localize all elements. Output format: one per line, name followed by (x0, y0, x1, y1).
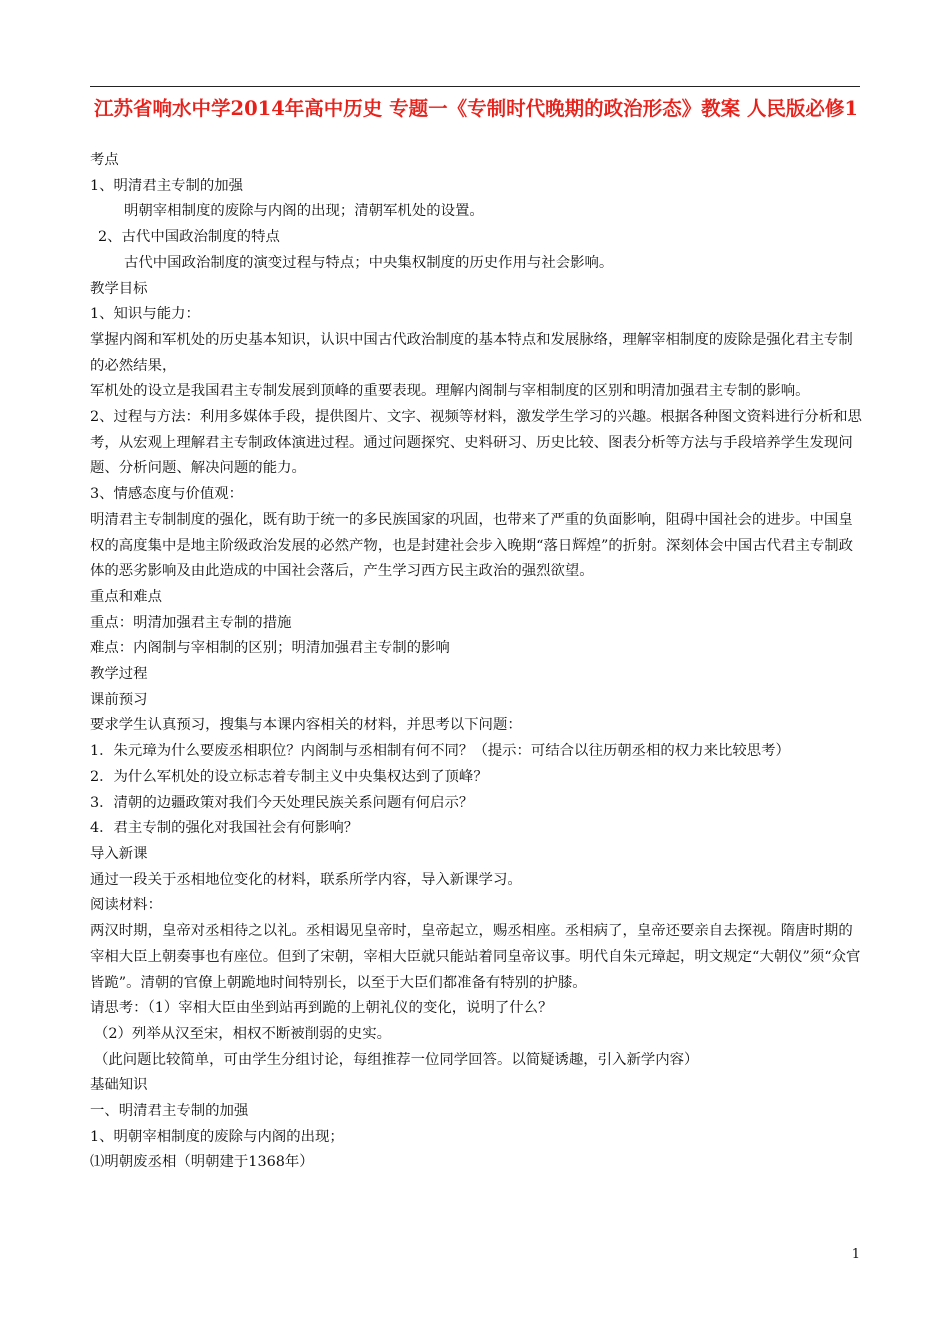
subheading: 1、明清君主专制的加强 (90, 177, 244, 194)
paragraph: ⑴明朝废丞相（明朝建于1368年） (90, 1154, 314, 1171)
paragraph: 2、过程与方法：利用多媒体手段，提供图片、文字、视频等材料，激发学生学习的兴趣。根据各种图文资料进行分析和思考，从宏观上理解君主专制政体演进过程。通过问题探究、史料研习、历史比较、图表分析等方法与手段培养学生发现问题、分析问题、解决问题的能力。 (90, 409, 862, 477)
question-item: 1．朱元璋为什么要废丞相职位？内阁制与丞相制有何不同？（提示：可结合以往历朝丞相的权力来比较思考） (90, 743, 790, 760)
paragraph: （此问题比较简单，可由学生分组讨论，每组推荐一位同学回答。以简疑诱趣，引入新学内容） (94, 1051, 699, 1068)
subheading: 3、情感态度与价值观： (90, 486, 244, 503)
question-item: （2）列举从汉至宋，相权不断被削弱的史实。 (94, 1025, 391, 1042)
subheading: 一、明清君主专制的加强 (90, 1103, 249, 1120)
paragraph: 要求学生认真预习，搜集与本课内容相关的材料，并思考以下问题： (90, 717, 522, 734)
subheading: 1、知识与能力： (90, 306, 200, 323)
paragraph: 明朝宰相制度的废除与内阁的出现；清朝军机处的设置。 (124, 203, 484, 220)
question-item: 请思考：（1）宰相大臣由坐到站再到跪的上朝礼仪的变化，说明了什么？ (90, 1000, 553, 1017)
paragraph: 重点：明清加强君主专制的措施 (90, 614, 292, 631)
subheading: 阅读材料： (90, 897, 162, 914)
reading-material: 两汉时期，皇帝对丞相待之以礼。丞相谒见皇帝时，皇帝起立，赐丞相座。丞相病了，皇帝还要亲自去探视。隋唐时期的宰相大臣上朝奏事也有座位。但到了宋朝，宰相大臣就只能站着同皇帝议事。明代自朱元璋起，明文规定“大朝仪”须“众官皆跪”。清朝的官僚上朝跪地时间特别长，以至于大臣们都准备有特别的护膝。 (90, 923, 861, 991)
paragraph: 通过一段关于丞相地位变化的材料，联系所学内容，导入新课学习。 (90, 871, 522, 888)
paragraph: 古代中国政治制度的演变过程与特点；中央集权制度的历史作用与社会影响。 (124, 254, 614, 271)
section-heading: 基础知识 (90, 1077, 148, 1094)
question-item: 2．为什么军机处的设立标志着专制主义中央集权达到了顶峰？ (90, 768, 488, 785)
page-number: 1 (851, 1247, 860, 1262)
subheading: 导入新课 (90, 845, 148, 862)
paragraph: 难点：内阁制与宰相制的区别；明清加强君主专制的影响 (90, 640, 450, 657)
document-title: 江苏省响水中学2014年高中历史 专题一《专制时代晚期的政治形态》教案 人民版必修1 (94, 97, 858, 120)
subheading: 课前预习 (90, 691, 148, 708)
section-heading: 教学目标 (90, 280, 148, 297)
subheading: 2、古代中国政治制度的特点 (98, 229, 280, 246)
question-item: 4．君主专制的强化对我国社会有何影响？ (90, 820, 359, 837)
question-item: 3．清朝的边疆政策对我们今天处理民族关系问题有何启示？ (90, 794, 474, 811)
section-heading: 考点 (90, 152, 119, 168)
subheading: 1、明朝宰相制度的废除与内阁的出现； (90, 1128, 344, 1145)
document-body (90, 148, 862, 1176)
section-heading: 重点和难点 (90, 588, 162, 605)
section-heading: 教学过程 (90, 666, 148, 683)
header-rule (90, 86, 860, 87)
paragraph: 军机处的设立是我国君主专制发展到顶峰的重要表现。理解内阁制与宰相制度的区别和明清加强君主专制的影响。 (90, 383, 810, 400)
paragraph: 明清君主专制制度的强化，既有助于统一的多民族国家的巩固，也带来了严重的负面影响，阻碍中国社会的进步。中国皇权的高度集中是地主阶级政治发展的必然产物，也是封建社会步入晚期“落日辉煌”的折射。深刻体会中国古代君主专制政体的恶劣影响及由此造成的中国社会落后，产生学习西方民主政治的强烈欲望。 (90, 511, 854, 580)
paragraph: 掌握内阁和军机处的历史基本知识，认识中国古代政治制度的基本特点和发展脉络，理解宰相制度的废除是强化君主专制的必然结果， (90, 331, 853, 374)
